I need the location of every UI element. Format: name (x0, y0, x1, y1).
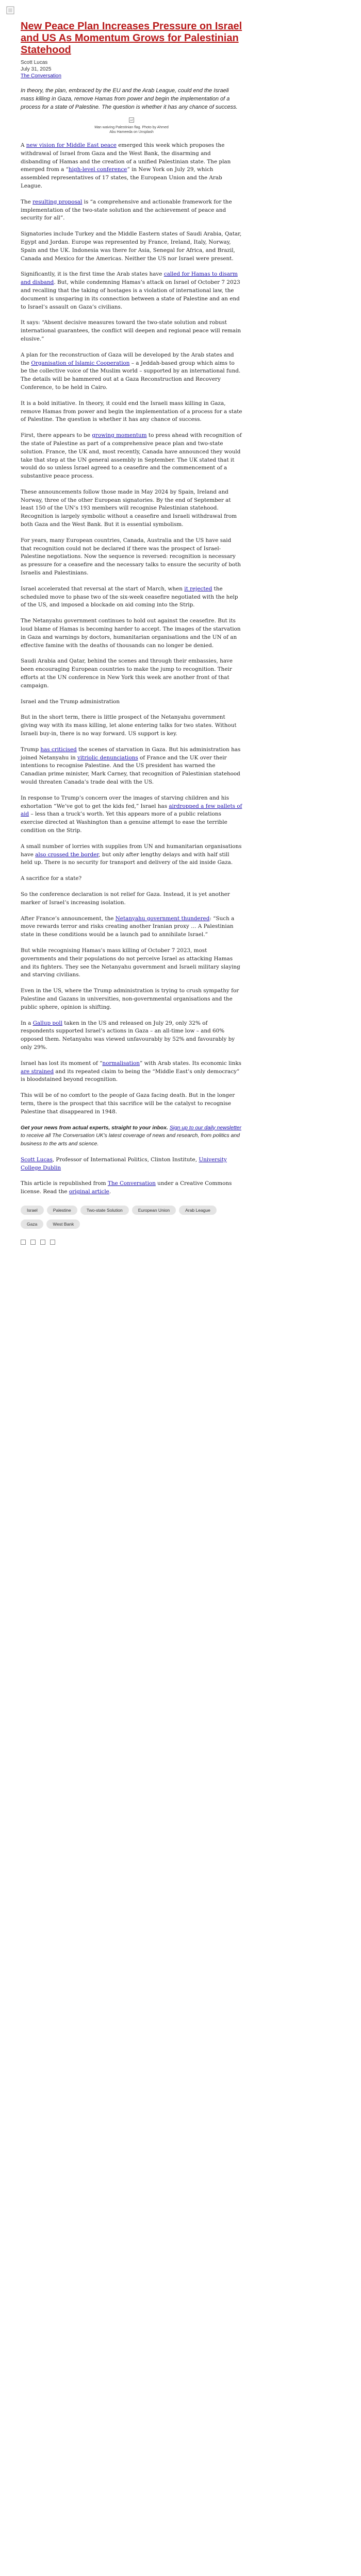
inline-link[interactable]: new vision for Middle East peace (26, 142, 117, 148)
tag-pill[interactable]: Gaza (21, 1219, 43, 1229)
paragraph-text: – a Jeddah-based group which aims to be the collective voice of the Muslim world – supported by an international fund. The details will be hammered out at a Gaza Reconstruction and Recovery Conference, to be held in Cairo. (21, 360, 241, 391)
article (21, 21, 242, 1253)
tag-pill[interactable]: Israel (21, 1206, 44, 1215)
article-paragraph (21, 915, 242, 939)
byline (21, 59, 242, 79)
article-title (21, 21, 242, 56)
inline-link[interactable]: Netanyahu government thundered (115, 915, 210, 922)
article-paragraph (21, 746, 242, 787)
inline-link[interactable]: airdropped a few pallets of aid (21, 803, 242, 818)
paragraph-text: and its repeated claim to being the “Middle East’s only democracy” is bloodstained beyond recognition. (21, 1068, 240, 1083)
share-icon[interactable] (30, 1240, 36, 1245)
cta-headline: Get your news from actual experts, straight to your inbox. (21, 1125, 168, 1131)
share-icon[interactable] (40, 1240, 45, 1245)
paragraph-text: the scheduled move to phase two of the six-week ceasefire negotiated with the help of the US, and imposed a blockade on aid coming into the Strip. (21, 585, 238, 608)
conversation-link[interactable]: The Conversation (107, 1180, 156, 1187)
paragraph-text: A sacrifice for a state? (21, 875, 82, 882)
paragraph-text: Israel accelerated that reversal at the start of March, when (21, 585, 185, 592)
figure-caption: Man waiving Palestinian flag. Photo by Ahmed Abu Hameeda on Unsplash (94, 126, 169, 134)
paragraph-text: Signatories include Turkey and the Middle Eastern states of Saudi Arabia, Qatar, Egypt and Jordan. Europe was represented by France, Ireland, Italy, Norway, Spain and the UK. Indonesia was there for Asia, Senegal for Africa, and Brazil, Canada and Mexico for the Americas. Neither the US nor Israel were present. (21, 231, 242, 262)
republish-text-2: under a Creative Commons license. Read the (21, 1180, 232, 1195)
article-paragraph (21, 698, 242, 706)
paragraph-text: ” with Arab states. Its economic links (140, 1060, 241, 1066)
article-lede: In theory, the plan, embraced by the EU and the Arab League, could end the Israeli mass killing in Gaza, remove Hamas from power and begin the implementation of a process for a state of Palestine. The question is whether it has any chance of success. (21, 88, 238, 110)
article-paragraph (21, 400, 242, 424)
article-paragraph (21, 843, 242, 867)
inline-link[interactable]: growing momentum (92, 432, 147, 439)
newsletter-cta (21, 1124, 242, 1148)
article-paragraph (21, 351, 242, 392)
paragraph-text: These announcements follow those made in May 2024 by Spain, Ireland and Norway, three of the other European signatories. By the end of September at least 150 of the UN’s 193 members will recognise Palestinian statehood. Recognition is largely symbolic without a ceasefire and Israeli withdrawal from both Gaza and the West Bank. But it is essential symbolism. (21, 488, 237, 528)
republish-notice (21, 1180, 242, 1196)
paragraph-text: A small number of lorries with supplies from UN and humanitarian organisations have (21, 843, 242, 858)
broken-image-icon (129, 117, 134, 123)
original-article-link[interactable]: original article (69, 1189, 109, 1195)
paragraph-text: Trump (21, 746, 41, 753)
paragraph-text: After France’s announcement, the (21, 915, 116, 922)
paragraph-text: So the conference declaration is not relief for Gaza. Instead, it is yet another marker of Israel’s increasing isolation. (21, 891, 230, 906)
article-paragraph (21, 794, 242, 835)
tag-pill[interactable]: Two-state Solution (80, 1206, 129, 1215)
republish-text: This article is republished from (21, 1180, 108, 1187)
paragraph-text: Israel and the Trump administration (21, 698, 120, 705)
publish-date: July 31, 2025 (21, 66, 52, 72)
paragraph-text: , but only after lengthy delays and with half still held up. There is no security for transport and delivery of the aid inside Gaza. (21, 851, 233, 866)
paragraph-text: This will be of no comfort to the people of Gaza facing death. But in the longer term, there is the prospect that this sacrifice will be the catalyst to recognise Palestine that disappeared in 1948. (21, 1092, 235, 1115)
article-paragraph (21, 142, 242, 191)
article-paragraph (21, 270, 242, 311)
paragraph-text: to press ahead with recognition of the state of Palestine as part of a comprehensive peace plan and two-state solution. France, the UK and, most recently, Canada have announced they would take that step at the UN general assembly in September. The UK stated that it would do so unless Israel agreed to a ceasefire and the commencement of a substantive peace process. (21, 432, 242, 480)
article-paragraph (21, 714, 242, 738)
paragraph-text: A (21, 142, 26, 148)
broken-image-icon (6, 6, 14, 14)
article-paragraph (21, 432, 242, 481)
paragraph-text: In response to Trump’s concern over the images of starving children and his exhortation “We’ve got to get the kids fed,” Israel has (21, 794, 229, 809)
article-paragraph (21, 1020, 242, 1052)
paragraph-text: A plan for the reconstruction of Gaza will be developed by the Arab states and the (21, 351, 234, 366)
share-icon[interactable] (50, 1240, 55, 1245)
university-link[interactable]: University College Dublin (21, 1156, 227, 1171)
paragraph-text: – less than a truck’s worth. Yet this appears more of a public relations exercise directed at Washington than a genuine attempt to ease the terrible condition on the Strip. (21, 811, 227, 834)
inline-link[interactable]: Gallup poll (32, 1020, 62, 1026)
article-paragraph (21, 987, 242, 1011)
tag-pill[interactable]: West Bank (46, 1219, 80, 1229)
inline-link[interactable]: it rejected (184, 585, 212, 592)
paragraph-text: emerged this week which proposes the withdrawal of Israel from Gaza and the West Bank, the disarming and disbanding of Hamas and the creation of a unified Palestinian state. The plan emerged from a “ (21, 142, 231, 173)
article-paragraph (21, 947, 242, 979)
tag-pill[interactable]: Palestine (47, 1206, 77, 1215)
inline-link[interactable]: Organisation of Islamic Cooperation (31, 360, 130, 366)
inline-link[interactable]: are strained (21, 1068, 54, 1075)
article-body (21, 142, 242, 1116)
article-paragraph (21, 657, 242, 690)
article-paragraph (21, 891, 242, 907)
author-name: Scott Lucas (21, 60, 48, 65)
newsletter-signup-link[interactable]: Sign up to our daily newsletter (169, 1125, 241, 1131)
paragraph-text: But while recognising Hamas’s mass killing of October 7 2023, most governments and their populations do not perceive Israel as attacking Hamas and its fighters. They see the Netanyahu government and Israeli military slaying and starving civilians. (21, 947, 240, 978)
tag-list (21, 1204, 242, 1232)
paragraph-text: ” in New York on July 29, which assembled representatives of 17 states, the European Union and the Arab League. (21, 166, 222, 189)
article-paragraph (21, 319, 242, 343)
tag-pill[interactable]: Arab League (179, 1206, 217, 1215)
cta-text: to receive all The Conversation UK’s latest coverage of news and research, from politics and business to the arts and science. (21, 1133, 240, 1147)
author-bio-text: , Professor of International Politics, Clinton Institute, (52, 1156, 199, 1163)
article-paragraph (21, 1092, 242, 1116)
inline-link[interactable]: normalisation (102, 1060, 140, 1066)
article-paragraph (21, 198, 242, 223)
article-title-link[interactable]: New Peace Plan Increases Pressure on Israel and US As Momentum Grows for Palestinian Statehood (21, 21, 242, 56)
paragraph-text: Significantly, it is the first time the Arab states have (21, 271, 164, 278)
inline-link[interactable]: called for Hamas to disarm and disband (21, 271, 238, 286)
inline-link[interactable]: has criticised (40, 746, 77, 753)
republish-end: . (109, 1189, 111, 1195)
paragraph-text: But in the short term, there is little prospect of the Netanyahu government giving way with its mass killing, let alone entering talks for two states. Without Israeli buy-in, there is no way forward. US support is key. (21, 714, 237, 737)
article-figure (21, 114, 242, 134)
paragraph-text: For years, many European countries, Canada, Australia and the US have said that recognition could not be declared if there was the prospect of Israel-Palestine negotiations. Now the sequence is reversed: recognition is necessary as pressure for a ceasefire and the necessary talks to ensure the security of both Israelis and Palestinians. (21, 537, 241, 577)
paragraph-text: It says: “Absent decisive measures toward the two-state solution and robust international guarantees, the conflict will deepen and regional peace will remain elusive.” (21, 319, 241, 342)
article-paragraph (21, 230, 242, 263)
paragraph-text: In a (21, 1020, 33, 1026)
paragraph-text: of France and the UK over their intentions to recognise Palestine. And the US president has warned the Canadian prime minister, Mark Carney, that recognition of Palestinian statehood would threaten Canada’s trade deal with the US. (21, 754, 240, 785)
author-bio-link[interactable]: Scott Lucas (21, 1156, 53, 1163)
share-icon[interactable] (21, 1240, 26, 1245)
article-paragraph (21, 875, 242, 883)
article-paragraph (21, 1060, 242, 1084)
paragraph-text: Israel has lost its moment of “ (21, 1060, 103, 1066)
inline-link[interactable]: also crossed the border (35, 851, 99, 858)
article-paragraph (21, 617, 242, 650)
author-bio (21, 1156, 242, 1173)
share-icons (21, 1237, 242, 1247)
paragraph-text: It is a bold initiative. In theory, it could end the Israeli mass killing in Gaza, remove Hamas from power and begin the implementation of a process for a state of Palestine. The question is whether it has any chance of success. (21, 400, 242, 423)
article-paragraph (21, 585, 242, 609)
paragraph-text: First, there appears to be (21, 432, 92, 439)
paragraph-text: . But, while condemning Hamas’s attack on Israel of October 7 2023 and recalling that the taking of hostages is a violation of international law, the document is unsparing in its connection between a state of Palestine and an end to Israel’s assault on Gaza’s civilians. (21, 279, 240, 310)
inline-link[interactable]: high-level conference (68, 166, 127, 173)
paragraph-text: Even in the US, where the Trump administration is trying to crush sympathy for Palestine and Gazans in universities, non-governmental organisations and the public sphere, opinion is shifting. (21, 988, 239, 1010)
inline-link[interactable]: resulting proposal (32, 198, 83, 205)
paragraph-text: The Netanyahu government continues to hold out against the ceasefire. But its loud blame of Hamas is becoming harder to accept. The images of the starvation in Gaza and warnings by doctors, humanitarian organisations and the UN of an effective famine with the deaths of thousands can no longer be denied. (21, 618, 241, 649)
article-paragraph (21, 488, 242, 529)
paragraph-text: the scenes of starvation in Gaza. But his administration has joined Netanyahu in (21, 746, 241, 761)
inline-link[interactable]: vitriolic denunciations (77, 754, 138, 761)
paragraph-text: taken in the US and released on July 29, only 32% of respondents supported Israel’s actions in Gaza – an all-time low – and 60% opposed them. Netanyahu was viewed unfavourably by 52% and favourably by only 29%. (21, 1020, 235, 1050)
tag-pill[interactable]: European Union (132, 1206, 176, 1215)
publication-link[interactable]: The Conversation (21, 73, 61, 79)
paragraph-text: is “a comprehensive and actionable framework for the implementation of the two-state solution and the achievement of peace and security for all”. (21, 198, 232, 222)
paragraph-text: : “Such a move rewards terror and risks creating another Iranian proxy … A Palestinian state in these conditions would be a launch pad to annihilate Israel.” (21, 915, 235, 938)
paragraph-text: Saudi Arabia and Qatar, behind the scenes and through their embassies, have been encouraging European countries to make the jump to recognition. Their efforts at the UN conference in New York this week are another front of that campaign. (21, 658, 233, 689)
article-paragraph (21, 537, 242, 578)
paragraph-text: The (21, 198, 33, 205)
